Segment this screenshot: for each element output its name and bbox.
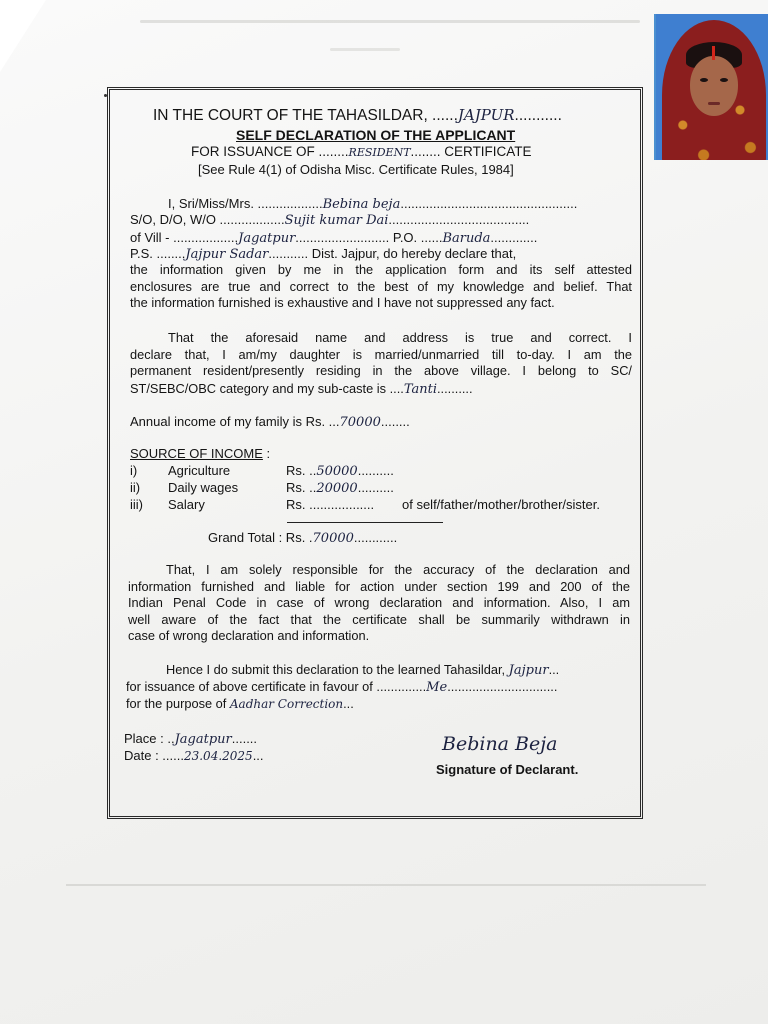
declarant-signature: Bebina Beja [442,733,558,755]
total-rule [287,522,443,523]
grand-total-value: 70000 [312,531,354,546]
relation-value: Sujit kumar Dai [284,213,389,228]
row-amount: Rs. ..50000.......... [286,463,394,479]
declaration-paragraph-1: the information given by me in the application form and its self attested enclosures are true and correct to the best of my knowledge and belief. That the information furnished is exhaustive and I have not suppressed any fact. [130,262,632,310]
applicant-photo [654,14,768,160]
village-line: of Vill - ..................Jagatpur.......................... P.O. ......Baruda............. [130,230,538,246]
police-station-line: P.S. ........Jajpur Sadar........... Dist. Jajpur, do hereby declare that, [130,246,517,262]
date-line: Date : ......23.04.2025... [124,748,264,763]
signature-label: Signature of Declarant. [436,762,579,777]
row-amount: Rs. ..20000.......... [286,480,394,496]
submit-line-1: Hence I do submit this declaration to the learned Tahasildar, Jajpur... [166,662,560,678]
annual-income-value: 70000 [339,415,381,430]
row-source-name: Agriculture [168,463,231,478]
row-number: i) [130,463,138,478]
annual-income-line: Annual income of my family is Rs. ...70000........ [130,414,410,430]
declaration-paragraph-3: That, I am solely responsible for the accuracy of the declaration and information furnished and liable for action under section 199 and 200 of the Indian Penal Code in case of wrong declaration and information. Also, I am well aware of the fact that the certificate shall be summarily withdrawn in case of wrong declaration and information. [128,562,630,643]
top-smudge-2 [330,48,400,51]
row-source-name: Salary [168,497,205,512]
submit-line-3: for the purpose of Aadhar Correction... [126,696,354,711]
row-salary-relation: of self/father/mother/brother/sister. [402,497,600,512]
declaration-paragraph-2: That the aforesaid name and address is true and correct. I declare that, I am/my daughter is married/unmarried till to-day. I am the permanent resident/presently residing in the above village. I belong to SC/ [130,330,632,378]
sub-caste-value: Tanti [403,382,437,397]
tahasildar-place-value: Jajpur [508,663,549,678]
place-value: Jagatpur [174,732,232,747]
post-office-value: Baruda [442,231,491,246]
row-number: iii) [130,497,143,512]
grand-total-line: Grand Total : Rs. .70000............ [208,530,398,546]
top-smudge [140,20,640,23]
rule-reference: [See Rule 4(1) of Odisha Misc. Certificate Rules, 1984] [198,162,514,177]
date-value: 23.04.2025 [183,749,253,763]
name-value: Bebina beja [322,197,401,212]
issuance-line: FOR ISSUANCE OF ........RESIDENT........ CERTIFICATE [191,144,532,159]
place-line: Place : ..Jagatpur....... [124,731,258,747]
declaration-title: SELF DECLARATION OF THE APPLICANT [236,127,516,143]
row-number: ii) [130,480,141,495]
source-of-income-heading: SOURCE OF INCOME : [130,446,271,461]
court-line: IN THE COURT OF THE TAHASILDAR, ......JAJPUR........... [153,106,562,124]
police-station-value: Jajpur Sadar [185,247,269,262]
name-line: I, Sri/Miss/Mrs. ..................Bebina beja................................................. [168,196,578,212]
row-amount: Rs. .................. [286,497,375,512]
page-fold-line [66,884,706,886]
row-source-name: Daily wages [168,480,239,495]
purpose-value: Aadhar Correction [229,697,344,711]
in-favour-of-value: Me [426,680,448,695]
submit-line-2: for issuance of above certificate in favour of ..............Me............................... [126,679,558,695]
village-value: Jagatpur [238,231,296,246]
caste-line: ST/SEBC/OBC category and my sub-caste is ....Tanti.......... [130,381,473,397]
folded-corner [0,0,46,72]
relation-line: S/O, D/O, W/O ..................Sujit kumar Dai....................................... [130,212,530,228]
